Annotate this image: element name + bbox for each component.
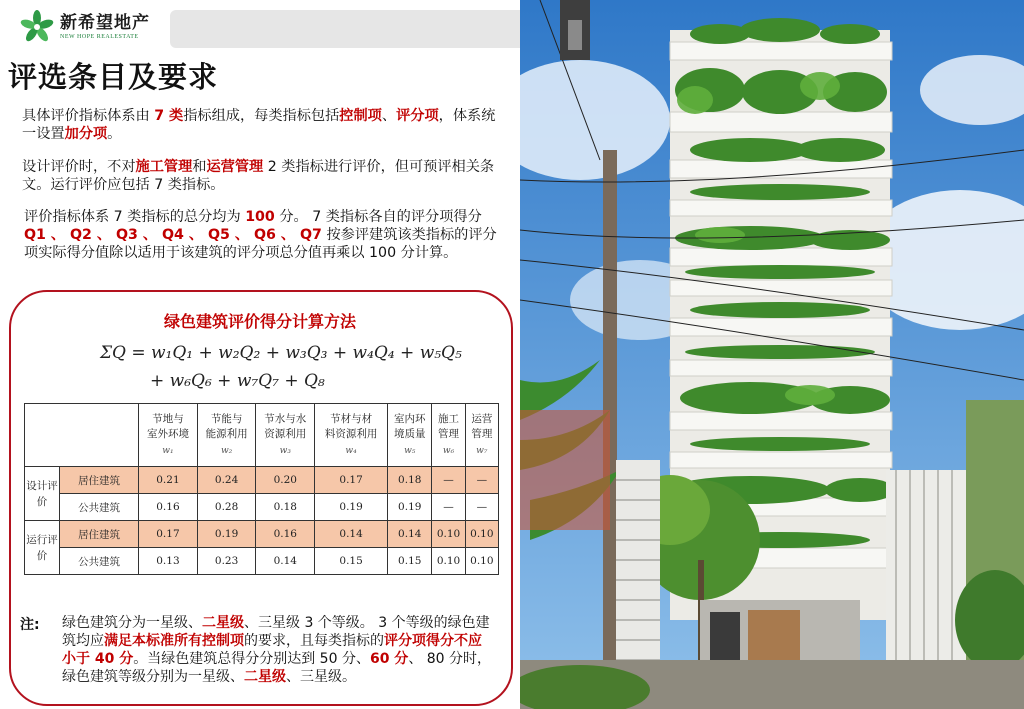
table-cell: 0.16 (139, 494, 198, 521)
green-building-photo (520, 0, 1024, 709)
header-cell: 节水与水 资源利用 w₃ (256, 404, 315, 467)
table-row (25, 467, 499, 494)
table-cell: 0.24 (197, 467, 256, 494)
table-cell: 0.28 (197, 494, 256, 521)
note-label: 注: (20, 617, 40, 633)
table-cell: 0.13 (139, 548, 198, 575)
table-cell: — (465, 494, 498, 521)
table-corner-cell (25, 404, 139, 467)
table-cell: 0.16 (256, 521, 315, 548)
group-label: 设计评价 (25, 467, 60, 521)
header-cell: 节能与 能源利用 w₂ (197, 404, 256, 467)
table-cell: 0.19 (388, 494, 432, 521)
header-bar (170, 10, 520, 48)
table-cell: 0.10 (465, 521, 498, 548)
table-cell: 0.23 (197, 548, 256, 575)
logo-cn-text: 新希望地产 (60, 13, 150, 33)
table-cell: 0.10 (432, 521, 465, 548)
table-cell: — (465, 467, 498, 494)
note-text: 绿色建筑分为一星级、二星级、三星级 3 个等级。 3 个等级的绿色建筑均应满足本标准所有控制项的要求，且每类指标的评分项得分不应小于 40 分。当绿色建筑总得分分别达到 50 分、60 分、 80 分时，绿色建筑等级分别为一星级、二星级、三星级。 (62, 615, 492, 685)
table-cell: 0.21 (139, 467, 198, 494)
paragraph-indicator-system: 具体评价指标体系由 7 类指标组成，每类指标包括控制项、评分项，体系统一设置加分项。 (22, 108, 496, 142)
table-cell: — (432, 494, 465, 521)
table-cell: 0.18 (388, 467, 432, 494)
logo-en-text: NEW HOPE REALESTATE (60, 34, 139, 40)
row-type: 公共建筑 (60, 494, 139, 521)
table-cell: 0.10 (432, 548, 465, 575)
page-title: 评选条目及要求 (8, 60, 219, 94)
table-cell: 0.19 (197, 521, 256, 548)
table-cell: 0.18 (256, 494, 315, 521)
row-type: 公共建筑 (60, 548, 139, 575)
formula-line-1: ΣQ = w₁Q₁ + w₂Q₂ + w₃Q₃ + w₄Q₄ + w₅Q₅ (100, 343, 462, 363)
table-row (25, 494, 499, 521)
group-label: 运行评价 (25, 521, 60, 575)
table-cell: 0.17 (139, 521, 198, 548)
brand-logo (20, 10, 150, 44)
header-cell: 施工 管理 w₆ (432, 404, 465, 467)
table-cell: 0.14 (388, 521, 432, 548)
header-cell: 运营 管理 w₇ (465, 404, 498, 467)
row-type: 居住建筑 (60, 467, 139, 494)
header-cell: 节材与材 料资源利用 w₄ (315, 404, 388, 467)
table-cell: 0.10 (465, 548, 498, 575)
header-cell: 室内环 境质量 w₅ (388, 404, 432, 467)
weight-table (24, 403, 499, 575)
formula-line-2: + w₆Q₆ + w₇Q₇ + Q₈ (150, 371, 325, 391)
paragraph-score-calculation: 评价指标体系 7 类指标的总分均为 100 分。 7 类指标各自的评分项得分 Q1 、 Q2 、 Q3 、 Q4 、 Q5 、 Q6 、 Q7 按参评建筑该类指标的评分项实际得分值除以适用于该建筑的评分项总分值再乘以 100 分计算。 (24, 209, 497, 261)
table-row (25, 521, 499, 548)
paragraph-design-evaluation: 设计评价时，不对施工管理和运营管理 2 类指标进行评价，但可预评相关条文。运行评价应包括 7 类指标。 (22, 159, 495, 193)
header-cell: 节地与 室外环境 w₁ (139, 404, 198, 467)
table-cell: 0.20 (256, 467, 315, 494)
table-cell: — (432, 467, 465, 494)
leaf-logo-icon (20, 10, 54, 44)
row-type: 居住建筑 (60, 521, 139, 548)
method-title: 绿色建筑评价得分计算方法 (163, 312, 356, 331)
table-cell: 0.14 (315, 521, 388, 548)
table-cell: 0.15 (388, 548, 432, 575)
table-cell: 0.19 (315, 494, 388, 521)
table-header-row (25, 404, 499, 467)
table-row (25, 548, 499, 575)
table-cell: 0.15 (315, 548, 388, 575)
table-cell: 0.14 (256, 548, 315, 575)
table-cell: 0.17 (315, 467, 388, 494)
